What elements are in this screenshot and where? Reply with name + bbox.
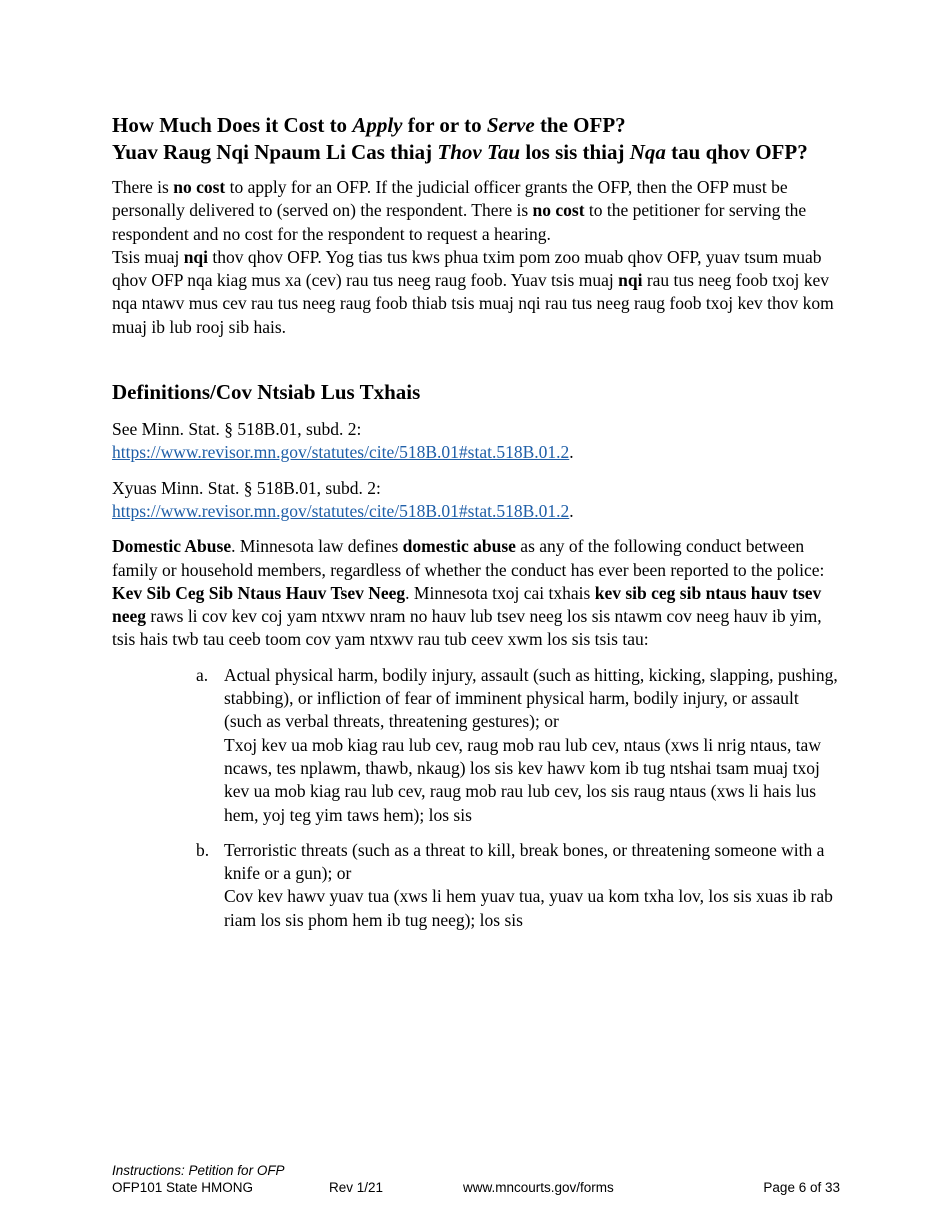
conduct-list: [196, 664, 840, 932]
statute-link-english[interactable]: https://www.revisor.mn.gov/statutes/cite/518B.01#stat.518B.01.2: [112, 442, 570, 463]
footer-form-code: OFP101 State HMONG: [112, 1180, 254, 1195]
list-item-english: Terroristic threats (such as a threat to kill, break bones, or threatening someone with a knife or a gun); or: [224, 839, 825, 884]
list-item: [196, 664, 840, 827]
cost-heading-hmong: Yuav Raug Nqi Npaum Li Cas thiaj Thov Tau los sis thiaj Nqa tau qhov OFP?: [112, 140, 808, 164]
footer-revision: Rev 1/21: [329, 1180, 384, 1195]
list-item-hmong: Cov kev hawv yuav tua (xws li hem yuav tua, yuav ua kom txha lov, los sis xuas ib rab riam los sis phom hem ib tug neeg); los sis: [224, 886, 833, 930]
list-item-english: Actual physical harm, bodily injury, assault (such as hitting, kicking, slapping, pushing, stabbing), or infliction of fear of imminent physical harm, bodily injury, or assault (such as verbal threats, threatening gestures); or: [224, 664, 838, 732]
cost-heading-english: How Much Does it Cost to Apply for or to Serve the OFP?: [112, 113, 626, 137]
domestic-abuse-definition-hmong: Kev Sib Ceg Sib Ntaus Hauv Tsev Neeg. Minnesota txoj cai txhais kev sib ceg sib ntaus hauv tsev neeg raws li cov kev coj yam ntxwv nram no hauv lub tsev neeg los sis ntawm cov neeg hauv ib yim, tsis hais twb tau ceeb toom cov yam ntxwv rau tub ceev xwm los sis tsis tau:: [112, 582, 822, 650]
list-item-hmong: Txoj kev ua mob kiag rau lub cev, raug mob rau lub cev, ntaus (xws li nrig ntaus, taw ncaws, tes nplawm, thawb, nkaug) los sis kev hawv kom ib tug ntshai tsam muaj txoj kev ua mob kiag rau lub cev, raug mob rau lub cev, los sis raug ntaus (xws li hais lus hem, yoj teg yim taws hem); los sis: [224, 734, 821, 825]
list-item: [196, 839, 840, 932]
statute-reference-hmong: Xyuas Minn. Stat. § 518B.01, subd. 2: https://www.revisor.mn.gov/statutes/cite/518B.01#stat.518B.01.2.: [112, 477, 574, 521]
footer-page-number: Page 6 of 33: [763, 1180, 840, 1195]
list-marker: b.: [196, 839, 210, 860]
statute-link-hmong[interactable]: https://www.revisor.mn.gov/statutes/cite/518B.01#stat.518B.01.2: [112, 500, 570, 521]
page-content: [112, 112, 840, 944]
cost-paragraph-hmong: Tsis muaj nqi thov qhov OFP. Yog tias tus kws phua txim pom zoo muab qhov OFP, yuav tsum muab qhov OFP nqa kiag mus xa (cev) rau tus neeg raug foob. Yuav tsis muaj nqi rau tus neeg foob txoj kev nqa ntawv mus cev rau tus neeg raug foob thiab tsis muaj nqi rau tus neeg raug foob txoj kev thov kom muaj ib lub rooj sib hais.: [112, 246, 834, 337]
footer-form-title: Instructions: Petition for OFP: [112, 1163, 285, 1178]
page-footer: [112, 1163, 840, 1197]
list-marker: a.: [196, 664, 209, 685]
cost-paragraph-english: There is no cost to apply for an OFP. If the judicial officer grants the OFP, then the OFP must be personally delivered to (served on) the respondent. There is no cost to the petitioner for serving the respondent and no cost for the respondent to request a hearing.: [112, 177, 807, 244]
statute-reference-english: See Minn. Stat. § 518B.01, subd. 2: https://www.revisor.mn.gov/statutes/cite/518B.01#stat.518B.01.2.: [112, 419, 574, 463]
cost-heading-group: [112, 112, 840, 166]
footer-website: www.mncourts.gov/forms: [463, 1180, 614, 1195]
definitions-heading: Definitions/Cov Ntsiab Lus Txhais: [112, 380, 421, 405]
domestic-abuse-definition-english: Domestic Abuse. Minnesota law defines domestic abuse as any of the following conduct between family or household members, regardless of whether the conduct has ever been reported to the police:: [112, 536, 825, 580]
